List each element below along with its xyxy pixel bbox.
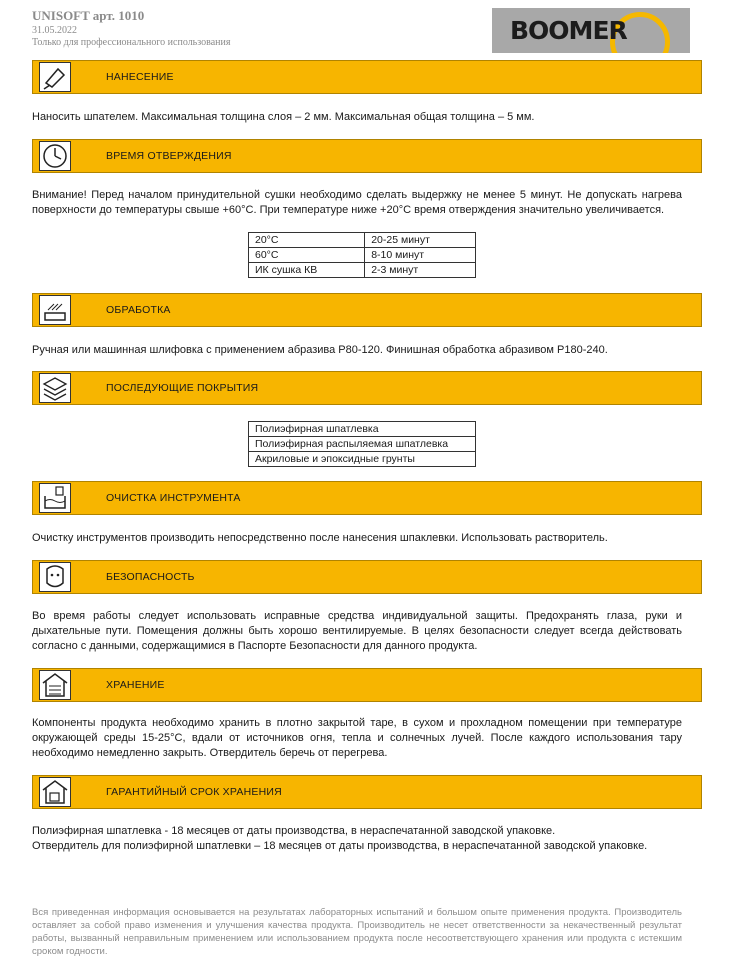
table-row [249, 263, 476, 278]
table-cell: 8-10 минут [365, 248, 476, 263]
layers-icon [39, 373, 71, 403]
table-cell: Акриловые и эпоксидные грунты [249, 452, 476, 467]
table-cell: 2-3 минут [365, 263, 476, 278]
sanding-icon [39, 295, 71, 325]
shelf-life-line: Отвердитель для полиэфирной шпатлевки – 18 месяцев от даты производства, в нераспечатанной заводской упаковке. [32, 840, 648, 852]
section-processing-header [32, 293, 702, 327]
coatings-table [248, 421, 476, 467]
table-row [249, 422, 476, 437]
section-title: БЕЗОПАСНОСТЬ [106, 571, 195, 583]
section-safety-header [32, 560, 702, 594]
table-row [249, 248, 476, 263]
section-shelf-life-header [32, 775, 702, 809]
table-row [249, 233, 476, 248]
section-storage-text: Компоненты продукта необходимо хранить в плотно закрытой таре, в сухом и прохладном помещении при температуре окружающей среды 15-25°С, вдали от источников огня, тепла и солнечных лучей. После каждого использования тару необходимо немедленно закрыть. Отвердитель беречь от перегрева. [32, 717, 682, 759]
section-cleaning-header [32, 481, 702, 515]
table-row [249, 437, 476, 452]
section-application-header [32, 60, 702, 94]
table-cell: Полиэфирная распыляемая шпатлевка [249, 437, 476, 452]
section-coatings-header [32, 371, 702, 405]
disclaimer: Вся приведенная информация основывается на результатах лабораторных испытаний и большом опыте применения продукта. Производитель оставляет за собой право изменения и улучшения качества продукта. Производитель не несет ответственности за некачественный результат работы, вызванный неправильным применением или использованием продукта после несоответствующего хранения или продукта с истекшим сроком годности. [32, 907, 682, 957]
section-title: ОЧИСТКА ИНСТРУМЕНТА [106, 492, 241, 504]
table-cell: ИК сушка КВ [249, 263, 365, 278]
section-application-text: Наносить шпателем. Максимальная толщина слоя – 2 мм. Максимальная общая толщина – 5 мм. [32, 111, 535, 123]
section-safety-text: Во время работы следует использовать исправные средства индивидуальной защиты. Предохранять глаза, руки и дыхательные пути. Помещения должны быть хорошо вентилируемые. В целях безопасности следует всегда действовать согласно с данными, содержащимися в Паспорте Безопасности для данного продукта. [32, 610, 682, 652]
table-cell: Полиэфирная шпатлевка [249, 422, 476, 437]
brand-logo [492, 8, 690, 53]
curing-table [248, 232, 476, 278]
section-title: НАНЕСЕНИЕ [106, 71, 174, 83]
shelf-life-line: Полиэфирная шпатлевка - 18 месяцев от даты производства, в нераспечатанной заводской упаковке. [32, 825, 556, 837]
section-title: ХРАНЕНИЕ [106, 679, 165, 691]
section-title: ВРЕМЯ ОТВЕРЖДЕНИЯ [106, 150, 232, 162]
document-title: UNISOFT арт. 1010 [32, 8, 145, 23]
spatula-icon [39, 62, 71, 92]
section-curing-text: Внимание! Перед началом принудительной сушки необходимо сделать выдержку не менее 5 минут. Не допускать нагрева поверхности до температуры свыше +60°С. При температуре ниже +20°С время отверждения значительно увеличивается. [32, 189, 682, 216]
clock-icon [39, 141, 71, 171]
table-cell: 20°С [249, 233, 365, 248]
cleaning-icon [39, 483, 71, 513]
shelf-life-icon [39, 777, 71, 807]
table-row [249, 452, 476, 467]
table-cell: 60°С [249, 248, 365, 263]
section-curing-header [32, 139, 702, 173]
section-storage-header [32, 668, 702, 702]
usage-note: Только для профессионального использования [32, 37, 231, 48]
table-cell: 20-25 минут [365, 233, 476, 248]
section-title: ОБРАБОТКА [106, 304, 171, 316]
storage-icon [39, 670, 71, 700]
document-date: 31.05.2022 [32, 25, 77, 36]
logo-text: BOOMER [510, 16, 627, 45]
section-title: ПОСЛЕДУЮЩИЕ ПОКРЫТИЯ [106, 382, 259, 394]
section-cleaning-text: Очистку инструментов производить непосредственно после нанесения шпаклевки. Использовать растворитель. [32, 532, 608, 544]
face-shield-icon [39, 562, 71, 592]
section-title: ГАРАНТИЙНЫЙ СРОК ХРАНЕНИЯ [106, 786, 282, 798]
section-shelf-life-text [32, 824, 682, 854]
section-processing-text: Ручная или машинная шлифовка с применением абразива P80-120. Финишная обработка абразивом P180-240. [32, 344, 608, 356]
